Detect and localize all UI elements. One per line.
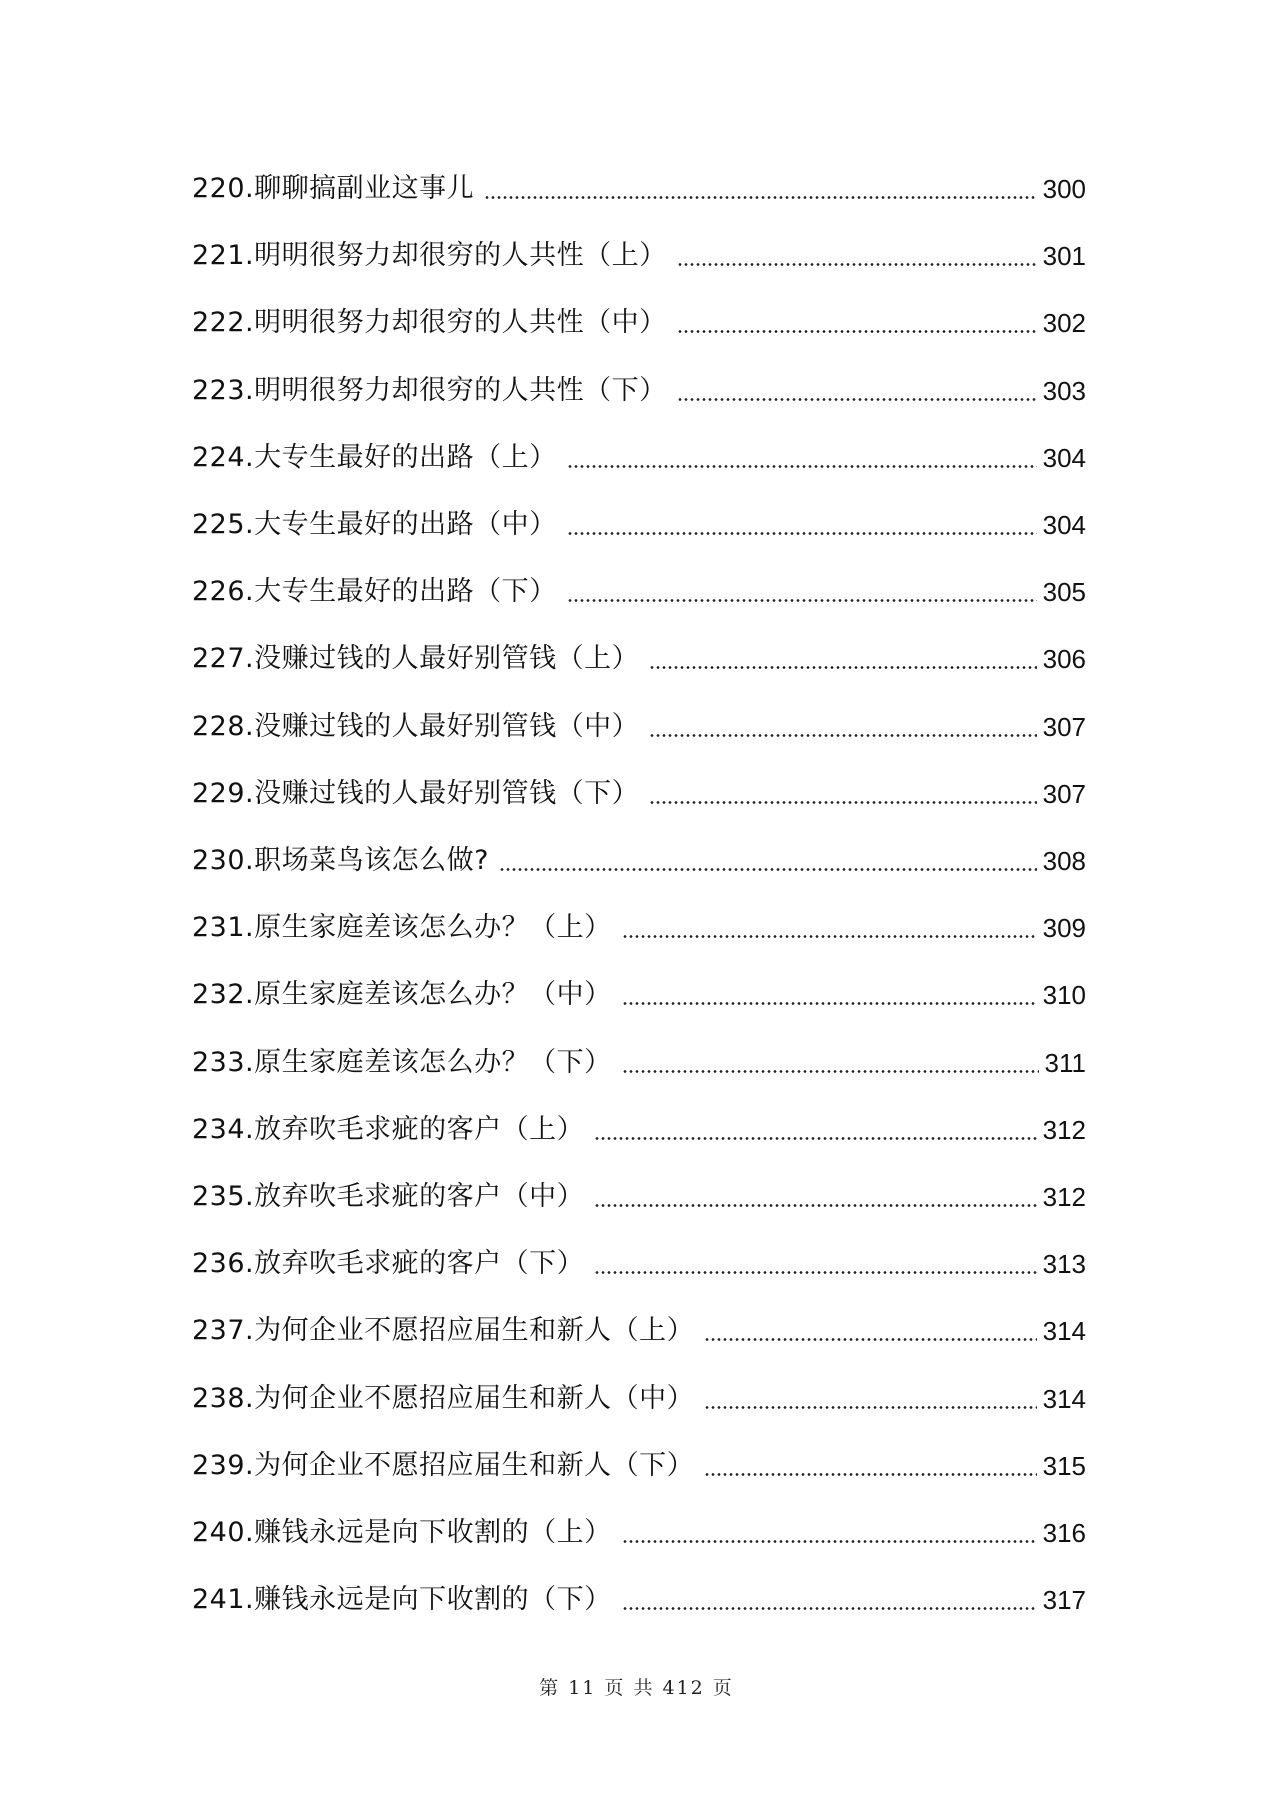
toc-entry-title: 241.赚钱永远是向下收割的（下）: [192, 1584, 612, 1616]
toc-entry-title: 232.原生家庭差该怎么办？（中）: [192, 979, 612, 1011]
dot-leader: [567, 599, 1037, 602]
toc-entry[interactable]: [192, 301, 1086, 345]
toc-entry-title: 225.大专生最好的出路（中）: [192, 509, 557, 540]
toc-entry-page-number: 316: [1042, 1518, 1086, 1548]
toc-entry-page-number: 314: [1042, 1383, 1086, 1414]
toc-entry-page-number: 307: [1042, 711, 1086, 742]
toc-entry-page-number: 306: [1042, 644, 1086, 675]
toc-entry-title: 235.放弃吹毛求疵的客户（中）: [192, 1181, 585, 1212]
dot-leader: [704, 1473, 1036, 1476]
dot-leader: [567, 532, 1037, 535]
dot-leader: [622, 935, 1037, 938]
toc-entry-title: 230.职场菜鸟该怎么做?: [192, 845, 489, 876]
toc-entry-title: 233.原生家庭差该怎么办？（下）: [192, 1046, 612, 1078]
toc-entry[interactable]: [192, 1175, 1086, 1219]
toc-entry[interactable]: [192, 637, 1086, 681]
toc-entry[interactable]: [192, 1444, 1086, 1488]
toc-entry[interactable]: [192, 839, 1086, 883]
dot-leader: [622, 1540, 1037, 1543]
toc-entry[interactable]: [192, 906, 1086, 950]
toc-entry[interactable]: [192, 369, 1086, 413]
toc-entry-page-number: 305: [1042, 577, 1086, 608]
toc-entry-page-number: 314: [1042, 1316, 1086, 1347]
toc-entry-page-number: 301: [1042, 241, 1086, 272]
dot-leader: [677, 263, 1037, 266]
toc-entry[interactable]: [192, 503, 1086, 547]
toc-entry-title: 228.没赚过钱的人最好别管钱（中）: [192, 710, 640, 742]
dot-leader: [594, 1271, 1036, 1274]
toc-entry-page-number: 313: [1042, 1249, 1086, 1280]
dot-leader: [499, 868, 1037, 871]
toc-entry[interactable]: [192, 705, 1086, 749]
toc-entry-title: 240.赚钱永远是向下收割的（上）: [192, 1517, 612, 1548]
toc-entry-page-number: 307: [1042, 778, 1086, 809]
toc-entry[interactable]: [192, 1242, 1086, 1286]
toc-entry-page-number: 312: [1042, 1114, 1086, 1145]
toc-entry[interactable]: [192, 772, 1086, 816]
toc-entry-title: 237.为何企业不愿招应届生和新人（上）: [192, 1315, 695, 1347]
toc-entry-page-number: 312: [1042, 1182, 1086, 1212]
toc-entry[interactable]: [192, 1309, 1086, 1353]
toc-entry-title: 223.明明很努力却很穷的人共性（下）: [192, 374, 667, 406]
dot-leader: [704, 1406, 1036, 1409]
toc-entry-page-number: 300: [1042, 174, 1086, 204]
dot-leader: [594, 1204, 1036, 1207]
toc-entry-title: 221.明明很努力却很穷的人共性（上）: [192, 240, 667, 272]
toc-entry[interactable]: [192, 167, 1086, 211]
dot-leader: [594, 1137, 1036, 1140]
dot-leader: [677, 330, 1037, 333]
dot-leader: [649, 666, 1036, 669]
toc-entry[interactable]: [192, 973, 1086, 1017]
toc-entry-page-number: 308: [1042, 846, 1086, 876]
toc-entry-title: 239.为何企业不愿招应届生和新人（下）: [192, 1449, 695, 1481]
toc-entry[interactable]: [192, 234, 1086, 278]
toc-entry-title: 224.大专生最好的出路（上）: [192, 441, 557, 473]
dot-leader: [649, 734, 1036, 737]
toc-entry-title: 231.原生家庭差该怎么办？（上）: [192, 912, 612, 944]
toc-entry[interactable]: [192, 1511, 1086, 1555]
toc-entry[interactable]: [192, 1578, 1086, 1622]
toc-entry-page-number: 309: [1042, 913, 1086, 944]
toc-entry-title: 238.为何企业不愿招应届生和新人（中）: [192, 1382, 695, 1414]
toc-entry-page-number: 317: [1042, 1585, 1086, 1616]
dot-leader: [567, 465, 1037, 468]
toc-entry-page-number: 315: [1042, 1450, 1086, 1481]
toc-entry-page-number: 302: [1042, 308, 1086, 339]
dot-leader: [649, 801, 1036, 804]
dot-leader: [484, 196, 1036, 199]
toc-entry-title: 236.放弃吹毛求疵的客户（下）: [192, 1248, 585, 1280]
toc-entry-title: 220.聊聊搞副业这事儿: [192, 173, 475, 204]
toc-entry-page-number: 304: [1042, 442, 1086, 473]
toc-entry-title: 229.没赚过钱的人最好别管钱（下）: [192, 777, 640, 809]
page-footer: 第 11 页 共 412 页: [539, 1677, 734, 1699]
toc-entry-page-number: 310: [1042, 980, 1086, 1011]
dot-leader: [622, 1607, 1037, 1610]
dot-leader: [622, 1070, 1039, 1073]
toc-entry-page-number: 311: [1044, 1047, 1086, 1078]
toc-entry[interactable]: [192, 1041, 1086, 1085]
toc-entry-title: 226.大专生最好的出路（下）: [192, 576, 557, 608]
toc-entry-page-number: 303: [1042, 375, 1086, 406]
toc-entry[interactable]: [192, 570, 1086, 614]
toc-entry-title: 222.明明很努力却很穷的人共性（中）: [192, 307, 667, 339]
dot-leader: [677, 398, 1037, 401]
toc-entry-title: 227.没赚过钱的人最好别管钱（上）: [192, 643, 640, 675]
dot-leader: [622, 1002, 1037, 1005]
dot-leader: [704, 1338, 1036, 1341]
toc-entry[interactable]: [192, 1377, 1086, 1421]
toc-entry-page-number: 304: [1042, 510, 1086, 540]
toc-entry[interactable]: [192, 436, 1086, 480]
toc-entry[interactable]: [192, 1108, 1086, 1152]
toc-entry-title: 234.放弃吹毛求疵的客户（上）: [192, 1113, 585, 1145]
table-of-contents: [192, 0, 1086, 1620]
